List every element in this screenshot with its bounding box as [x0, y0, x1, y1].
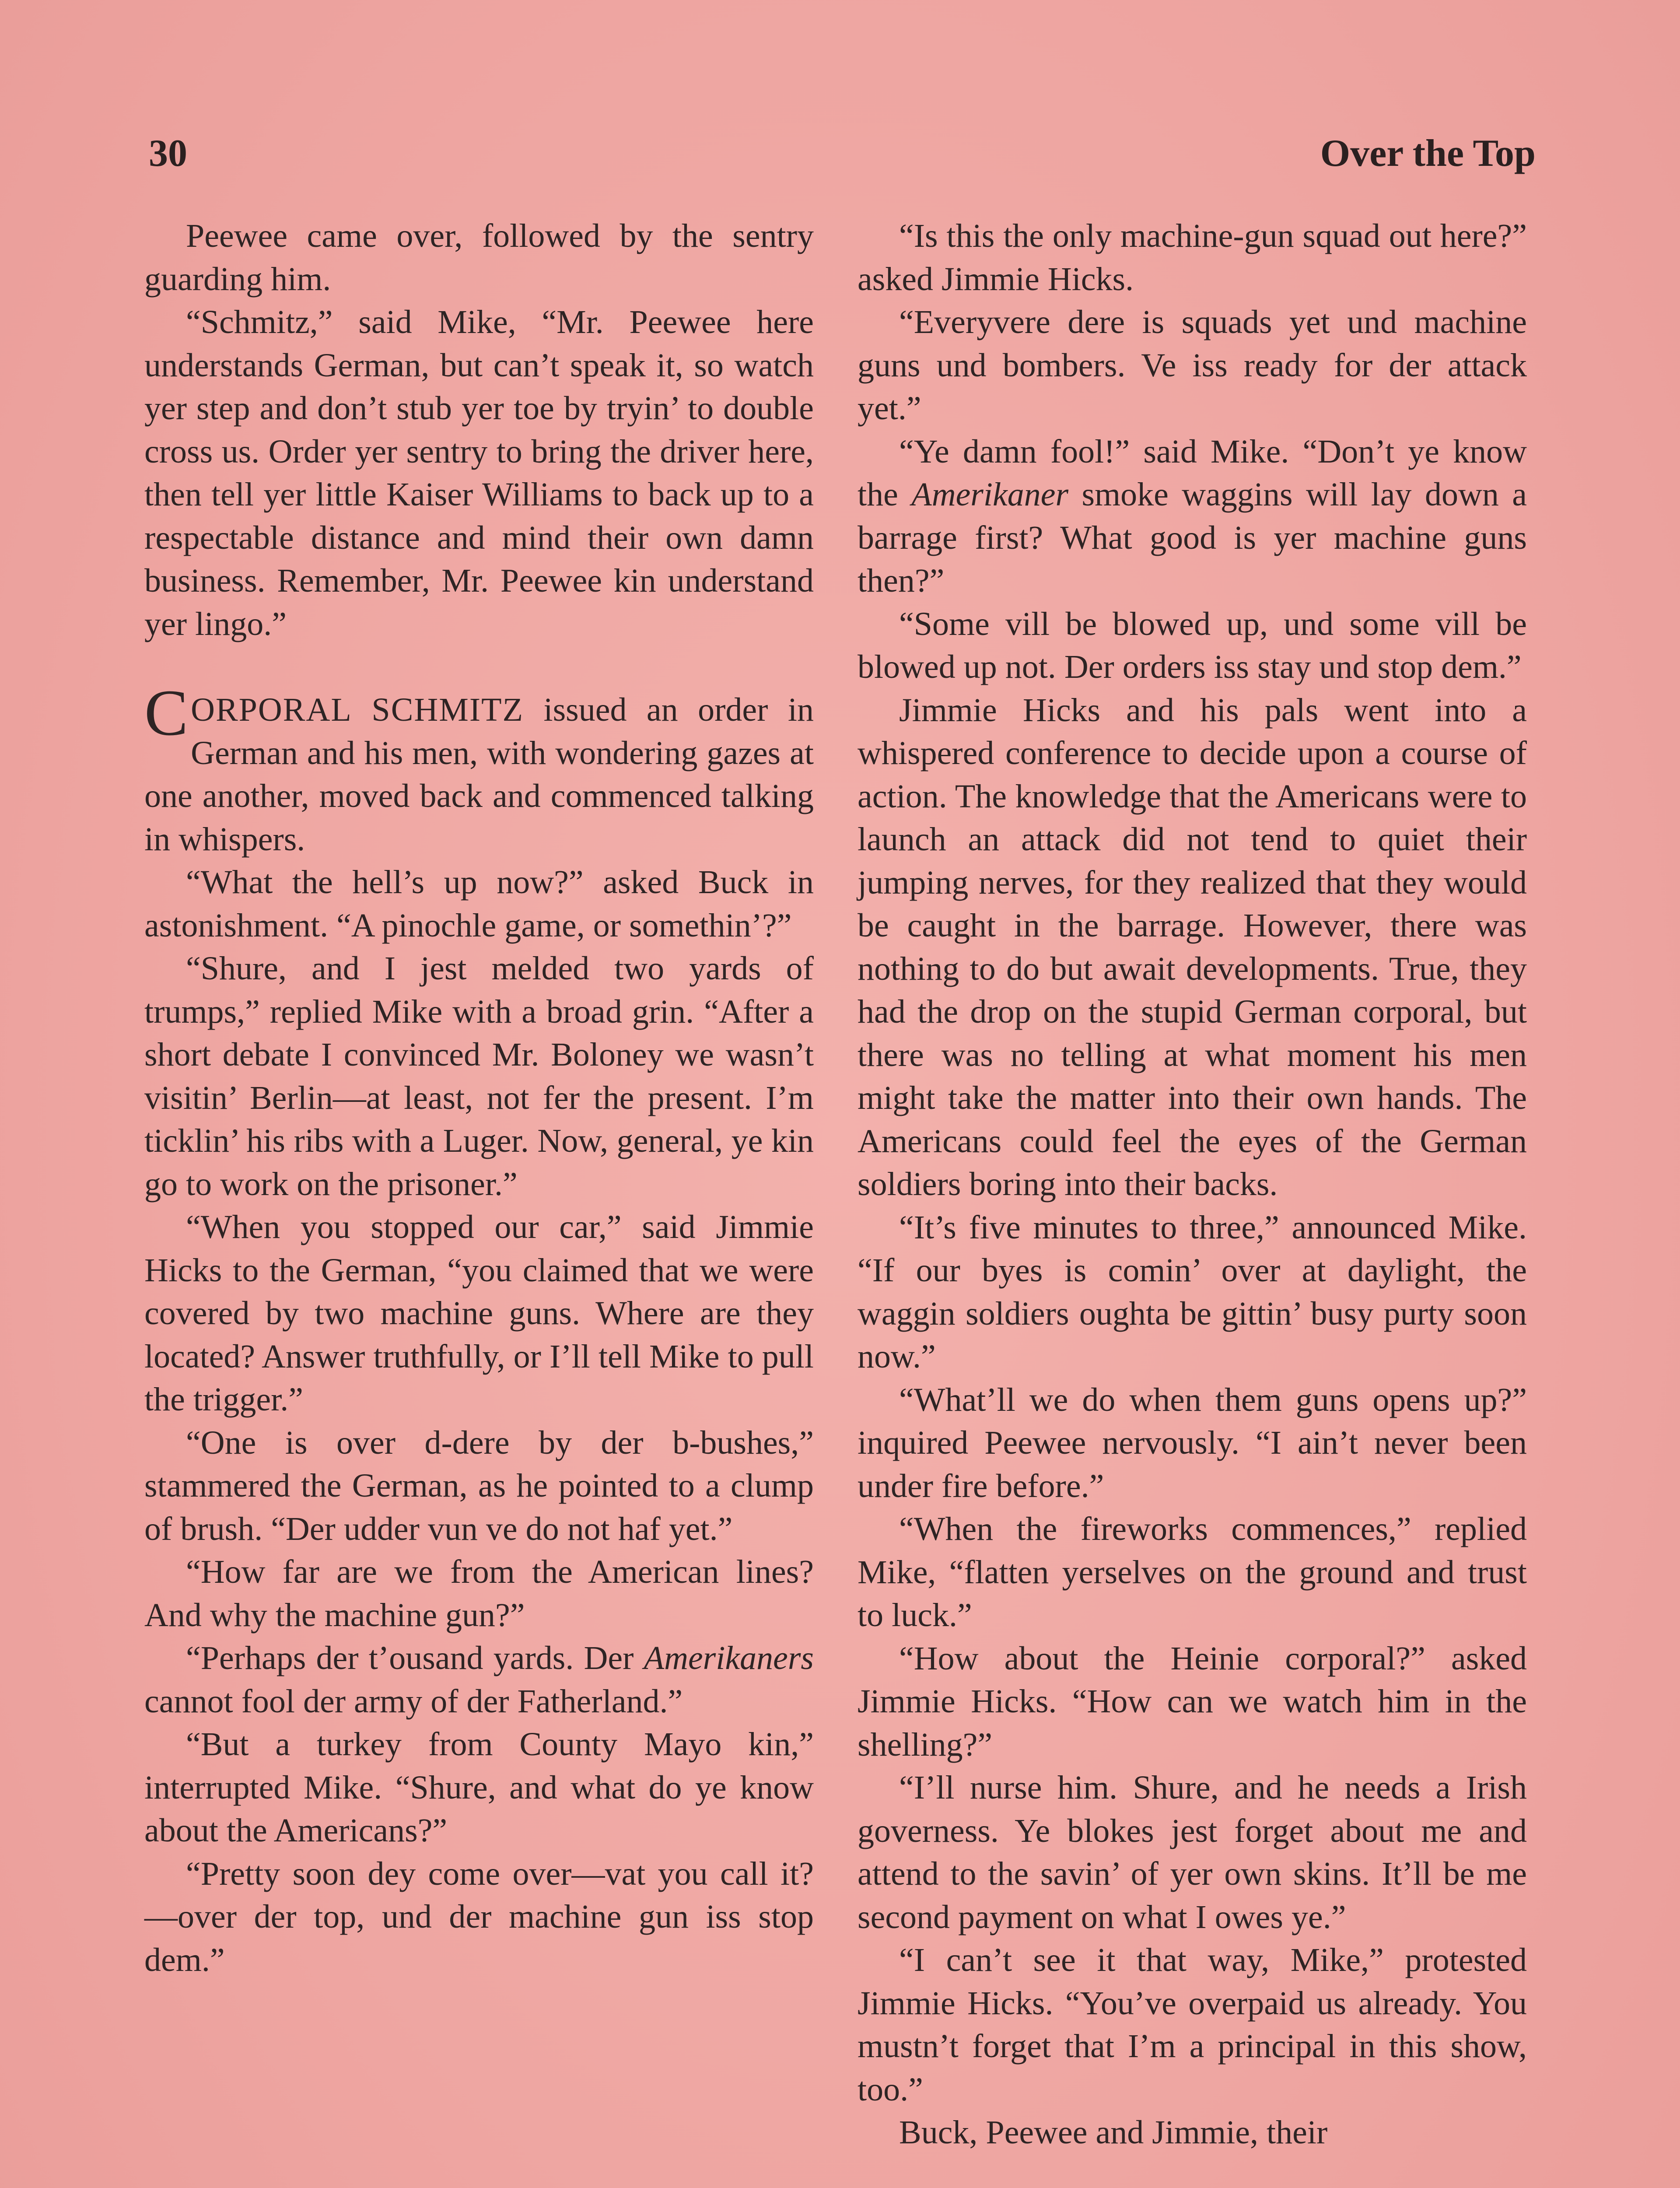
paragraph-text: cannot fool der army of der Fatherland.” — [144, 1683, 683, 1720]
paragraph: “Is this the only machine-gun squad out here?” asked Jimmie Hicks. — [858, 217, 1527, 298]
italic-word: Amerikaner — [911, 476, 1069, 513]
page-number: 30 — [149, 132, 187, 175]
paragraph: “How far are we from the American lines? And why the machine gun?” — [144, 1553, 814, 1634]
paragraph: Buck, Peewee and Jimmie, their — [899, 2114, 1328, 2151]
running-title: Over the Top — [1320, 132, 1536, 175]
page-header — [149, 131, 1536, 184]
paragraph: “When you stopped our car,” said Jimmie Hicks to the German, “you claimed that we were covered by two machine guns. Where are they located? Answer truthfully, or I’ll tell Mike to pull the trigger.” — [144, 1209, 814, 1418]
paragraph: “Some vill be blowed up, und some vill be blowed up not. Der orders iss stay und stop dem.” — [858, 605, 1527, 685]
paragraph-text: issued an order in German and his men, with wondering gazes at one another, moved back and commenced talking in whispers. — [144, 691, 814, 858]
paragraph: “Shure, and I jest melded two yards of trumps,” replied Mike with a broad grin. “After a short debate I convinced Mr. Boloney we wasn’t visitin’ Berlin—at least, not fer the present. I’m ticklin’ his ribs with a Luger. Now, general, ye kin go to work on the prisoner.” — [144, 950, 814, 1203]
italic-word: Amerikaners — [644, 1640, 814, 1676]
paragraph: “Pretty soon dey come over—vat you call it?—over der top, und der machine gun iss stop dem.” — [144, 1855, 814, 1978]
paragraph: “But a turkey from County Mayo kin,” interrupted Mike. “Shure, and what do ye know about the Americans?” — [144, 1726, 814, 1849]
left-column — [144, 214, 814, 1981]
paragraph: Jimmie Hicks and his pals went into a whispered conference to decide upon a course of action. The knowledge that the Americans were to launch an attack did not tend to quiet their jumping nerves, for they realized that they would be caught in the barrage. However, there was nothing to do but await developments. True, they had the drop on the stupid German corporal, but there was no telling at what moment his men might take the matter into their own hands. The Americans could feel the eyes of the German soldiers boring into their backs. — [858, 691, 1527, 1203]
smallcaps-lead: ORPORAL SCHMITZ — [191, 691, 524, 728]
paragraph: Peewee came over, followed by the sentry guarding him. — [144, 217, 814, 298]
paragraph: “Schmitz,” said Mike, “Mr. Peewee here understands German, but can’t speak it, so watch yer step and don’t stub yer toe by tryin’ to double cross us. Order yer sentry to bring the driver here, then tell yer little Kaiser Williams to back up to a respectable distance and mind their own damn business. Remember, Mr. Peewee kin understand yer lingo.” — [144, 304, 814, 642]
paragraph: “I’ll nurse him. Shure, and he needs a Irish governess. Ye blokes jest forget about me and attend to the savin’ of yer own skins. It’ll be me second payment on what I owes ye.” — [858, 1769, 1527, 1936]
paragraph-text: smoke waggins will lay down a barrage first? What good is yer machine guns then?” — [858, 476, 1527, 599]
right-column — [858, 214, 1527, 2154]
paragraph: “Everyvere dere is squads yet und machine guns und bombers. Ve iss ready for der attack yet.” — [858, 304, 1527, 427]
paragraph-text: “Perhaps der t’ousand yards. Der — [186, 1640, 644, 1676]
paragraph: “One is over d-dere by der b-bushes,” stammered the German, as he pointed to a clump of brush. “Der udder vun ve do not haf yet.” — [144, 1424, 814, 1547]
section-start-paragraph — [144, 677, 814, 861]
paragraph — [858, 430, 1527, 603]
paragraph: “I can’t see it that way, Mike,” protested Jimmie Hicks. “You’ve overpaid us already. You mustn’t forget that I’m a principal in this show, too.” — [858, 1942, 1527, 2108]
paragraph: “When the fireworks commences,” replied Mike, “flatten yerselves on the ground and trust to luck.” — [858, 1511, 1527, 1634]
paragraph: “How about the Heinie corporal?” asked Jimmie Hicks. “How can we watch him in the shelling?” — [858, 1640, 1527, 1763]
drop-cap: C — [144, 677, 189, 749]
paragraph: “What’ll we do when them guns opens up?” inquired Peewee nervously. “I ain’t never been under fire before.” — [858, 1381, 1527, 1504]
paragraph: “It’s five minutes to three,” announced Mike. “If our byes is comin’ over at daylight, the waggin soldiers oughta be gittin’ busy purty soon now.” — [858, 1209, 1527, 1375]
paragraph — [144, 1637, 814, 1723]
paragraph-text: “Ye damn fool!” said Mike. “Don’t ye know the — [858, 433, 1527, 513]
paragraph: “What the hell’s up now?” asked Buck in astonishment. “A pinochle game, or somethin’?” — [144, 864, 814, 944]
